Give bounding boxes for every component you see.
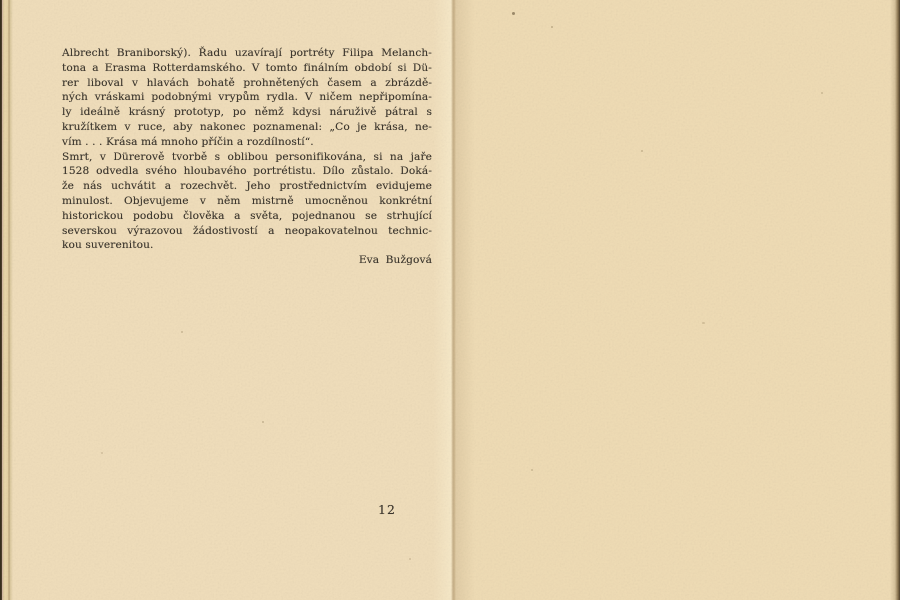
body-line: tona a Erasma Rotterdamského. V tomto finálním období si Dü- (62, 61, 432, 74)
body-line: Smrt, v Dürerově tvorbě s oblibou personifikována, si na jaře (62, 150, 432, 163)
body-line-paragraph-end: vím . . . Krása má mnoho příčin a rozdílností“. (62, 135, 314, 148)
body-line: rer liboval v hlavách bohatě prohnětených časem a zbrázdě- (62, 76, 432, 89)
body-line: severskou výrazovou žádostivostí a neopakovatelnou technic- (62, 224, 432, 237)
page-number: 12 (378, 502, 396, 517)
body-line-paragraph-end: kou suverenitou. (62, 239, 154, 252)
book-edge-left (0, 0, 13, 600)
body-line: ných vráskami podobnými vrypům rydla. V ničem nepřipomína- (62, 91, 432, 104)
page-gutter-fold (433, 0, 475, 600)
body-line: Albrecht Braniborský). Řadu uzavírají portréty Filipa Melanch- (62, 47, 432, 59)
book-edge-right (890, 0, 900, 600)
body-line: 1528 odvedla svého hloubavého portrétistu. Dílo zůstalo. Doká- (62, 165, 432, 178)
body-line: minulost. Objevujeme v něm mistrně umocněnou konkrétní (62, 194, 432, 207)
author-signature: Eva Bužgová (358, 254, 432, 267)
body-line: ly ideálně krásný prototyp, po němž kdysi náruživě pátral s (62, 106, 432, 119)
body-line: že nás uchvátit a rozechvět. Jeho prostřednictvím evidujeme (62, 180, 432, 193)
body-line: historickou podobu člověka a světa, pojednanou se strhující (62, 209, 432, 222)
body-line: kružítkem v ruce, aby nakonec poznamenal: „Co je krása, ne- (62, 120, 432, 133)
body-text-block (62, 46, 432, 268)
right-page-blank (454, 0, 900, 600)
